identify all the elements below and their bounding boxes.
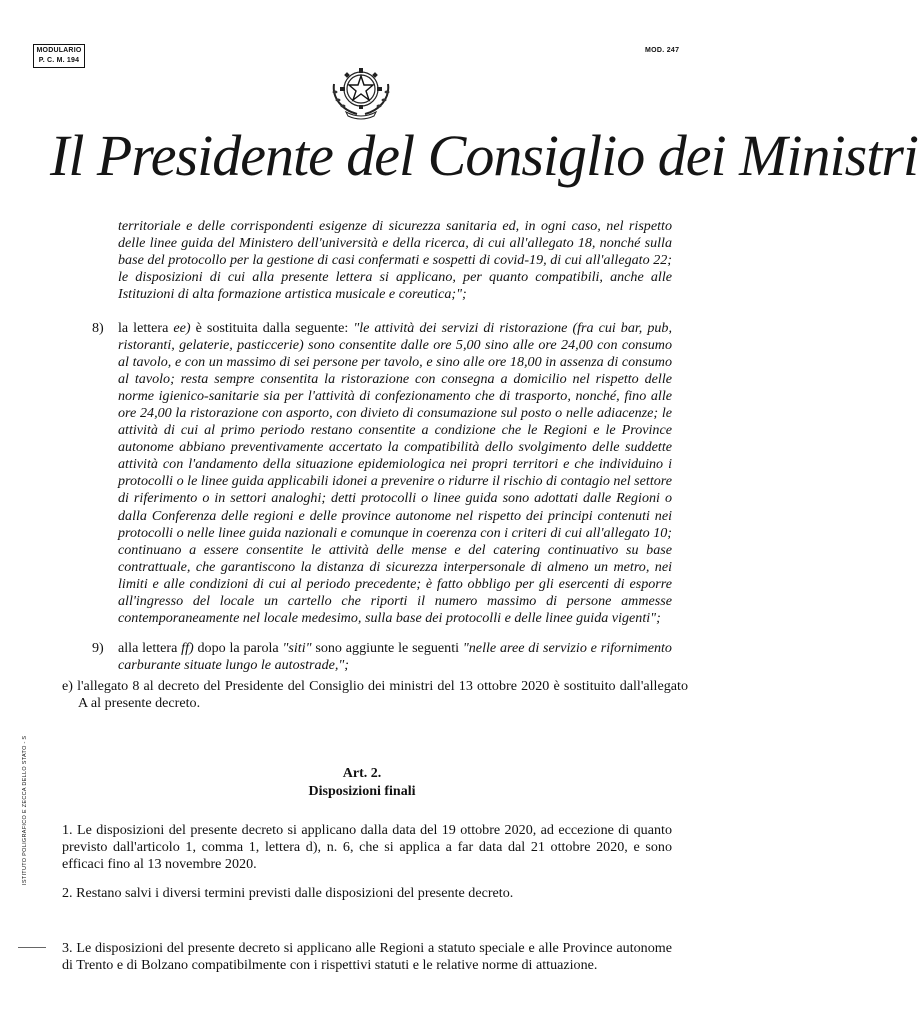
item-9-paragraph — [118, 640, 672, 674]
item-8-number: 8) — [92, 320, 104, 336]
modulario-code: P. C. M. 194 — [38, 57, 80, 64]
item-9-quote: "nelle aree di servizio e rifornimento carburante situate lungo le autostrade,"; — [118, 640, 672, 674]
mod-number: MOD. 247 — [645, 47, 680, 54]
article-paragraph-1: 1. Le disposizioni del presente decreto si applicano dalla data del 19 ottobre 2020, ad eccezione di quanto previsto dall'articolo 1, comma 1, lettera d), n. 6, che si applica a far data dal 21 ottobre 2020, e sono efficaci fino al 13 novembre 2020. — [62, 822, 672, 873]
item-9-mid-2: sono aggiunte le seguenti — [311, 640, 463, 656]
item-8-letter: ee) — [173, 320, 191, 336]
item-e-paragraph: e) l'allegato 8 al decreto del Presidente del Consiglio dei ministri del 13 ottobre 2020 è sostituito dall'allegato A al presente decreto. — [62, 678, 688, 712]
item-9-number: 9) — [92, 640, 104, 656]
modulario-label: MODULARIO — [36, 47, 82, 54]
item-9-lead: alla lettera — [118, 640, 182, 656]
article-title: Disposizioni finali — [308, 784, 416, 799]
item-9-word: "siti" — [282, 640, 312, 656]
page-title: Il Presidente del Consiglio dei Ministri — [50, 123, 918, 188]
italian-republic-emblem-icon — [324, 64, 398, 120]
continuation-paragraph: territoriale e delle corrispondenti esigenze di sicurezza sanitaria ed, in ogni caso, nel rispetto delle linee guida del Ministero dell'università e della ricerca, di cui all'allegato 18, nonché sulla base del protocollo per la gestione di casi confermati e sospetti di covid-19, di cui all'allegato 22; le disposizioni di cui alla presente lettera si applicano, per quanto compatibili, anche alle Istituzioni di alta formazione artistica musicale e coreutica;"; — [118, 218, 672, 303]
article-paragraph-2: 2. Restano salvi i diversi termini previsti dalle disposizioni del presente decreto. — [62, 885, 514, 901]
article-number: Art. 2. — [342, 766, 382, 781]
item-8-paragraph — [118, 320, 672, 627]
item-9-letter: ff) — [181, 640, 194, 656]
item-8-quote: "le attività dei servizi di ristorazione (fra cui bar, pub, ristoranti, gelaterie, pasticcerie) sono consentite dalle ore 5,00 sino alle ore 24,00 con consumo al tavolo, e con un massimo di sei persone per tavolo, e sino alle ore 18,00 in assenza di consumo al tavolo; resta sempre consentita la ristorazione con consegna a domicilio nel rispetto delle norme igienico-sanitarie sia per l'attività di confezionamento che di trasporto, nonché, fino alle ore 24,00 la ristorazione con asporto, con divieto di consumazione sul posto o nelle adiacenze; le attività di cui al primo periodo restano consentite a condizione che le Regioni e le Province autonome abbiano preventivamente accertato la compatibilità dello svolgimento delle suddette attività con l'andamento della situazione epidemiologica nei propri territori e che individuino i protocolli o le linee guida applicabili idonei a prevenire o ridurre il rischio di contagio nel settore di riferimento o in settori analoghi; detti protocolli o linee guida sono adottati dalle Regioni o dalla Conferenza delle regioni e delle province autonome nel rispetto dei principi contenuti nei protocolli o nelle linee guida nazionali e comunque in coerenza con i criteri di cui all'allegato 10; continuano a essere consentite le attività delle mense e del catering continuativo su base contrattuale, che garantiscono la distanza di sicurezza interpersonale di almeno un metro, nei limiti e alle condizioni di cui al periodo precedente; è fatto obbligo per gli esercenti di esporre all'ingresso del locale un cartello che riporti il numero massimo di persone ammesse contemporaneamente nel locale medesimo, sulla base dei protocolli e delle linee guida vigenti"; — [118, 320, 673, 626]
margin-dash — [18, 947, 46, 948]
item-8-mid: è sostituita dalla seguente: — [190, 320, 354, 336]
modulario-box — [33, 44, 85, 68]
article-paragraph-3: 3. Le disposizioni del presente decreto si applicano alle Regioni a statuto speciale e alle Province autonome di Trento e di Bolzano compatibilmente con i rispettivi statuti e le relative norme di attuazione. — [62, 940, 672, 974]
item-8-lead: la lettera — [118, 320, 174, 336]
item-9-mid-1: dopo la parola — [193, 640, 283, 656]
margin-note-text: ISTITUTO POLIGRAFICO E ZECCA DELLO STATO - S — [22, 735, 28, 885]
margin-note — [22, 735, 36, 885]
